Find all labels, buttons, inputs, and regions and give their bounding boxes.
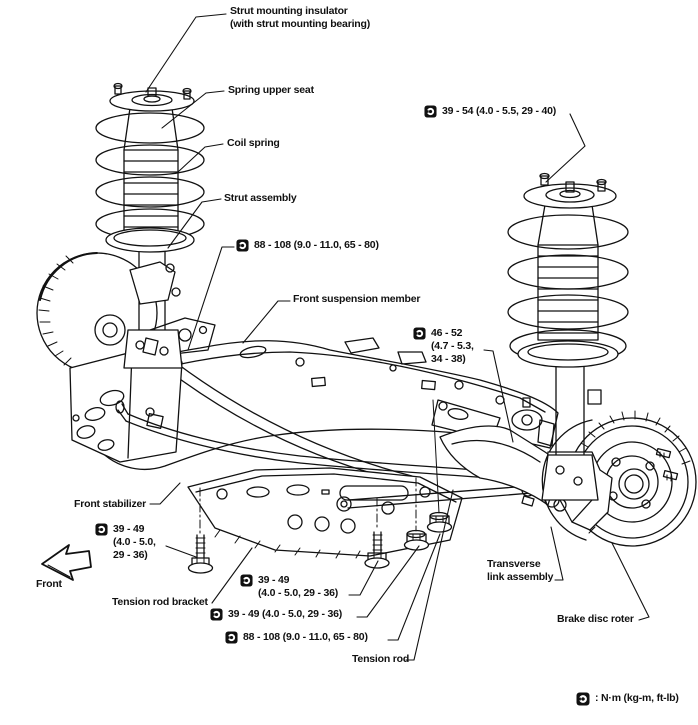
torque-wrench-icon bbox=[424, 105, 437, 118]
legend-unit-text: : N·m (kg-m, ft-lb) bbox=[595, 692, 679, 704]
torque-value: 34 - 38) bbox=[431, 353, 466, 365]
left-strut-mount bbox=[110, 84, 194, 112]
label-line: link assembly bbox=[487, 571, 554, 583]
torque-unit-legend bbox=[576, 692, 679, 706]
torque-value: 39 - 49 (4.0 - 5.0, 29 - 36) bbox=[228, 608, 343, 620]
torque-value: 39 - 49 bbox=[258, 574, 290, 586]
label-brake-disc-rotor: Brake disc roter bbox=[557, 613, 634, 625]
torque-value: 88 - 108 (9.0 - 11.0, 65 - 80) bbox=[254, 239, 379, 251]
label-coil-spring: Coil spring bbox=[227, 137, 280, 149]
right-strut-mount bbox=[524, 174, 616, 209]
torque-wrench-icon bbox=[240, 574, 253, 587]
left-caliper-bracket bbox=[130, 262, 180, 304]
torque-stabilizer-clamp bbox=[95, 523, 156, 562]
torque-value: 39 - 49 bbox=[113, 523, 145, 535]
torque-wrench-icon bbox=[413, 327, 426, 340]
torque-bracket-bolt-a bbox=[240, 574, 338, 600]
label-spring-upper-seat: Spring upper seat bbox=[228, 84, 314, 96]
torque-strut-to-knuckle bbox=[236, 239, 379, 252]
torque-value: (4.7 - 5.3, bbox=[431, 340, 474, 352]
label-strut-mounting-insulator bbox=[230, 5, 370, 31]
torque-wrench-icon bbox=[95, 523, 108, 536]
torque-value: 29 - 36) bbox=[113, 549, 148, 561]
label-front-suspension-member: Front suspension member bbox=[293, 293, 421, 305]
label-line: (with strut mounting bearing) bbox=[230, 18, 371, 30]
front-direction-arrow bbox=[42, 545, 91, 580]
torque-stabilizer-link bbox=[413, 327, 474, 366]
torque-value: 39 - 54 (4.0 - 5.5, 29 - 40) bbox=[442, 105, 557, 117]
torque-strut-mount-nuts bbox=[424, 105, 556, 118]
label-strut-assembly: Strut assembly bbox=[224, 192, 297, 204]
torque-tension-rod-nut bbox=[225, 631, 368, 644]
right-boot bbox=[538, 205, 598, 340]
left-strut-assembly bbox=[96, 84, 204, 369]
label-tension-rod-bracket: Tension rod bracket bbox=[112, 596, 208, 608]
torque-wrench-icon bbox=[236, 239, 249, 252]
label-line: Transverse bbox=[487, 558, 541, 570]
torque-value: 46 - 52 bbox=[431, 327, 463, 339]
label-transverse-link-assembly bbox=[487, 558, 553, 584]
torque-value: 88 - 108 (9.0 - 11.0, 65 - 80) bbox=[243, 631, 368, 643]
left-boot bbox=[124, 108, 178, 238]
label-front-stabilizer: Front stabilizer bbox=[74, 498, 147, 510]
torque-wrench-icon bbox=[225, 631, 238, 644]
torque-bracket-bolt-b bbox=[210, 608, 342, 621]
torque-value: (4.0 - 5.0, bbox=[113, 536, 156, 548]
label-line: Strut mounting insulator bbox=[230, 5, 348, 17]
label-front-direction: Front bbox=[36, 578, 62, 590]
torque-wrench-icon bbox=[576, 692, 590, 706]
torque-wrench-icon bbox=[210, 608, 223, 621]
label-tension-rod: Tension rod bbox=[352, 653, 410, 665]
torque-value: (4.0 - 5.0, 29 - 36) bbox=[258, 587, 339, 599]
